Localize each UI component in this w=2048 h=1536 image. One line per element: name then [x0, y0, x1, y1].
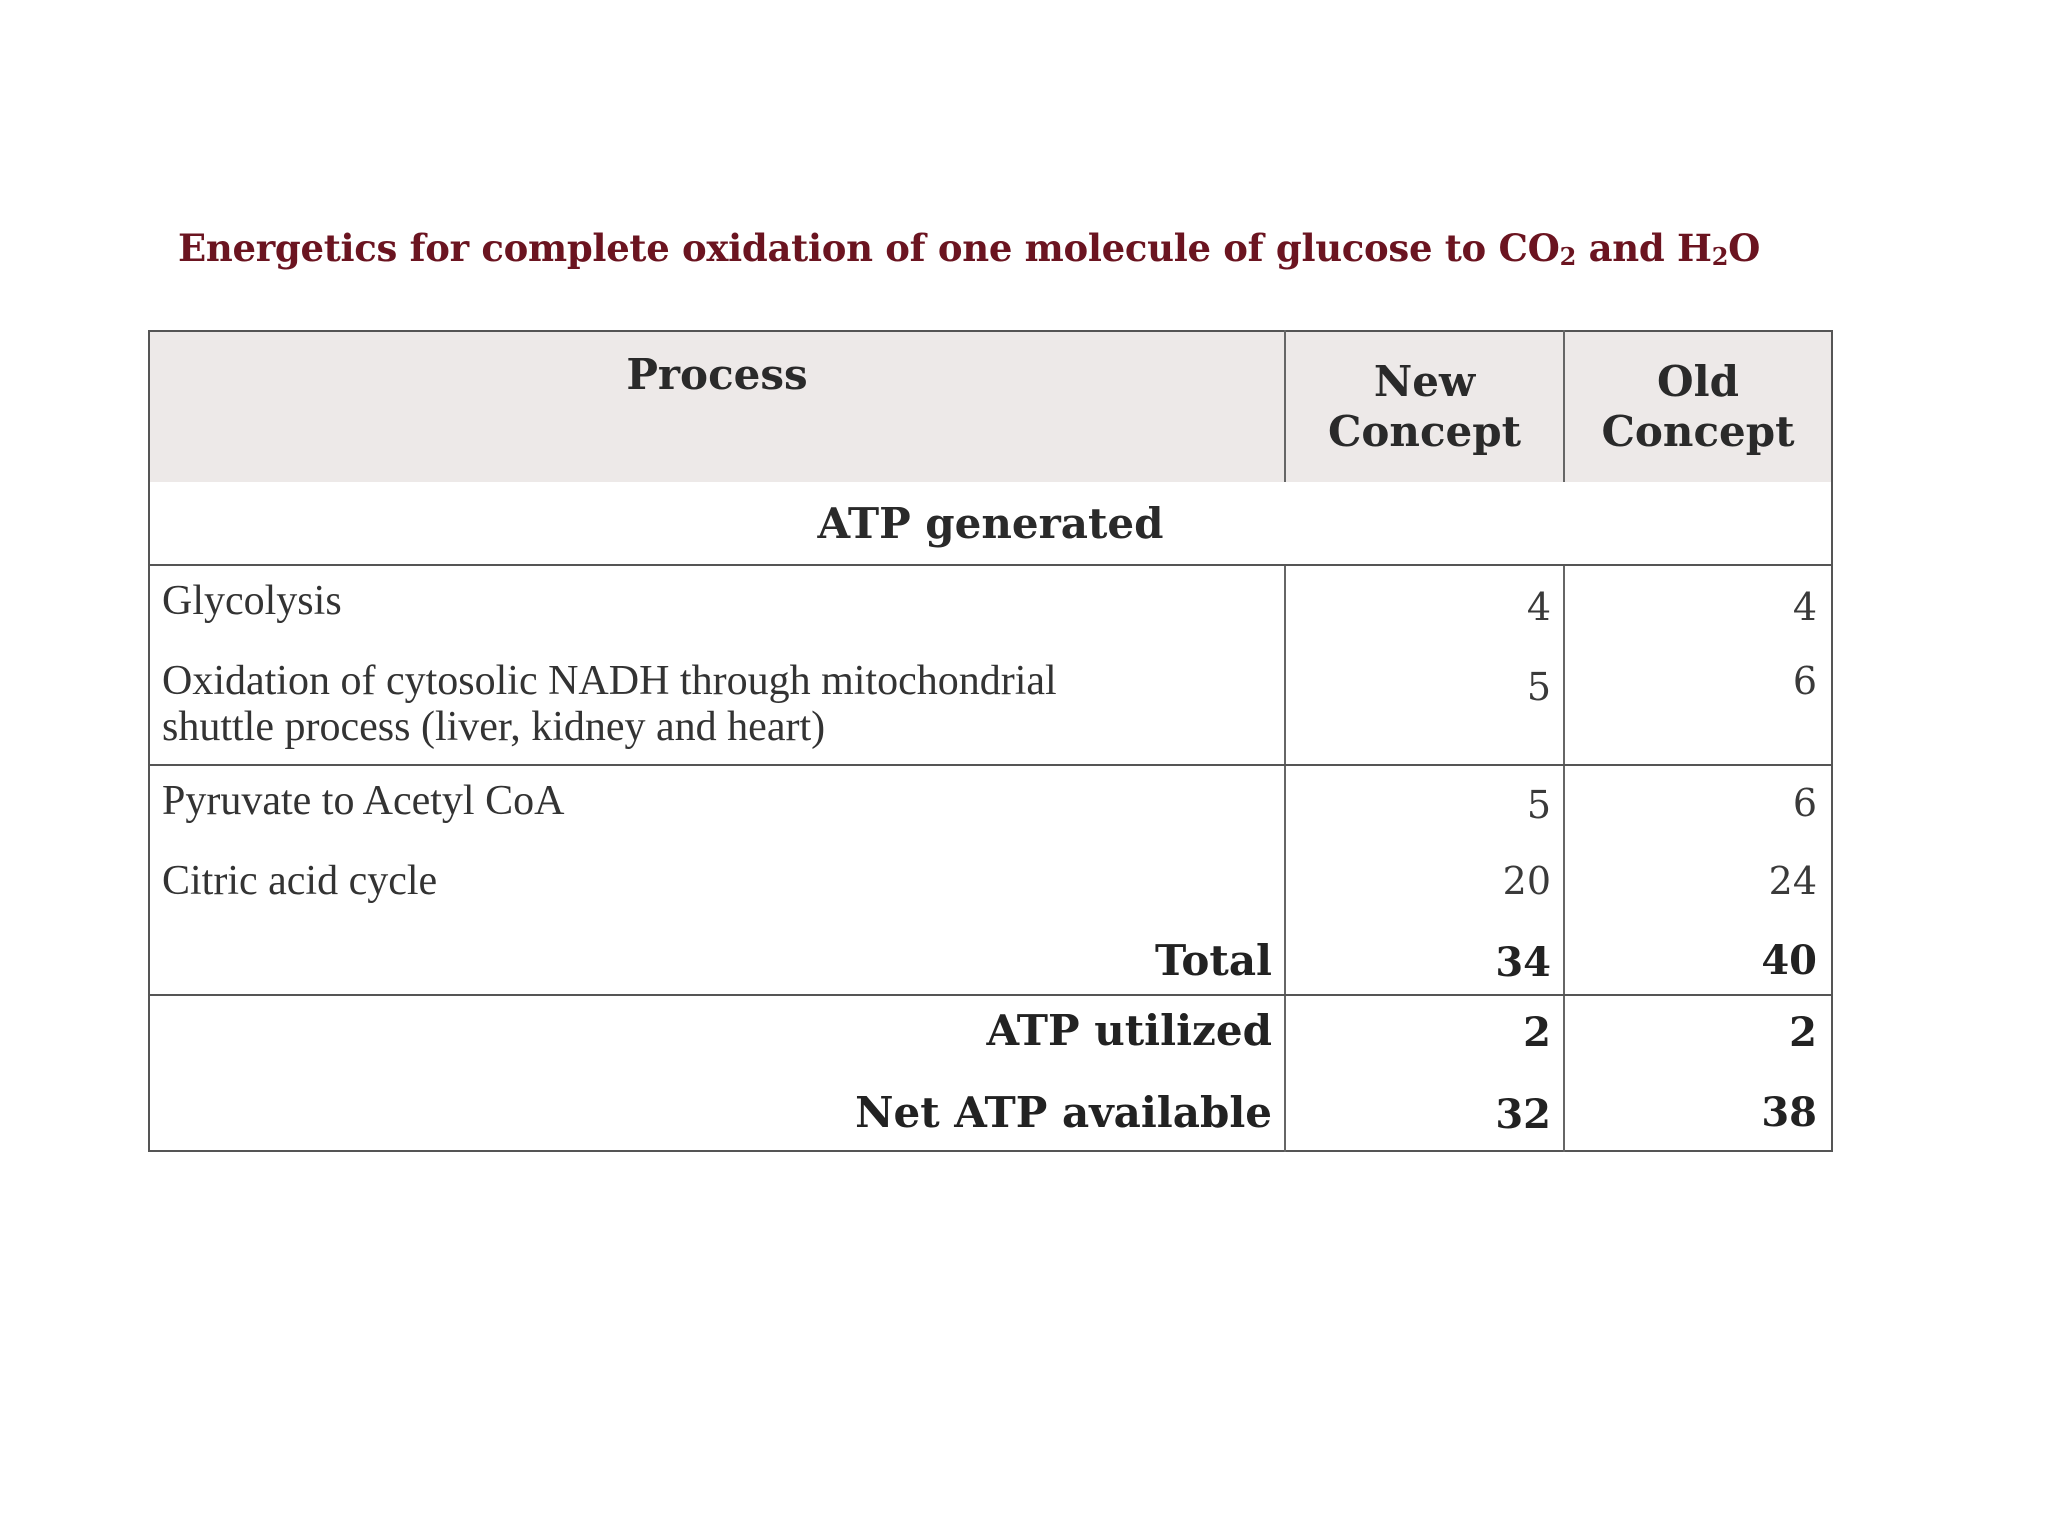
header-old-line2: Concept: [1601, 407, 1795, 456]
utilized-new: 2: [1523, 1009, 1551, 1056]
total-old: 40: [1761, 937, 1817, 984]
title-sub-co2: 2: [1559, 242, 1577, 271]
group3-process-cell: [149, 995, 1285, 1151]
table-title: [178, 226, 1858, 270]
row-nadh-new: 5: [1526, 665, 1551, 709]
row-citric-new: 20: [1502, 859, 1551, 903]
title-middle: and H: [1576, 226, 1712, 270]
table-row-group3: [149, 995, 1832, 1151]
row-citric-label: Citric acid cycle: [162, 858, 438, 904]
group3-new-cell: [1285, 995, 1564, 1151]
header-row: [149, 331, 1832, 482]
group1-new-cell: [1285, 565, 1564, 765]
row-nadh-old: 6: [1792, 659, 1817, 703]
header-old-concept: [1564, 331, 1832, 482]
utilized-old: 2: [1789, 1009, 1817, 1056]
row-pyruvate-label: Pyruvate to Acetyl CoA: [162, 778, 565, 824]
header-new-concept: [1285, 331, 1564, 482]
row-glycolysis-label: Glycolysis: [162, 578, 342, 624]
utilized-label: ATP utilized: [986, 1006, 1272, 1055]
total-label: Total: [1154, 936, 1272, 985]
row-citric-old: 24: [1768, 859, 1817, 903]
title-prefix: Energetics for complete oxidation of one molecule of glucose to CO: [178, 226, 1560, 270]
row-pyruvate-new: 5: [1526, 783, 1551, 827]
table-row-group1: [149, 565, 1832, 765]
net-label: Net ATP available: [855, 1088, 1272, 1137]
group2-process-cell: [149, 765, 1285, 995]
row-glycolysis-new: 4: [1526, 585, 1551, 629]
section-label: ATP generated: [149, 482, 1832, 565]
group3-old-cell: [1564, 995, 1832, 1151]
group2-old-cell: [1564, 765, 1832, 995]
row-nadh-label-line1: Oxidation of cytosolic NADH through mitochondrial: [162, 658, 1057, 704]
header-new-line2: Concept: [1327, 407, 1522, 456]
group2-new-cell: [1285, 765, 1564, 995]
total-new: 34: [1495, 939, 1551, 986]
header-process: Process: [149, 331, 1285, 482]
net-new: 32: [1495, 1091, 1551, 1138]
row-nadh-label-line2: shuttle process (liver, kidney and heart): [162, 704, 826, 750]
net-old: 38: [1761, 1089, 1817, 1136]
header-old-line1: Old: [1657, 357, 1739, 406]
title-suffix: O: [1728, 226, 1761, 270]
energetics-table: [148, 330, 1833, 1152]
title-sub-h2o: 2: [1711, 242, 1729, 271]
group1-old-cell: [1564, 565, 1832, 765]
header-new-line1: New: [1373, 357, 1476, 406]
row-pyruvate-old: 6: [1792, 781, 1817, 825]
row-glycolysis-old: 4: [1792, 585, 1817, 629]
section-row: [149, 482, 1832, 565]
group1-process-cell: [149, 565, 1285, 765]
table-row-group2: [149, 765, 1832, 995]
